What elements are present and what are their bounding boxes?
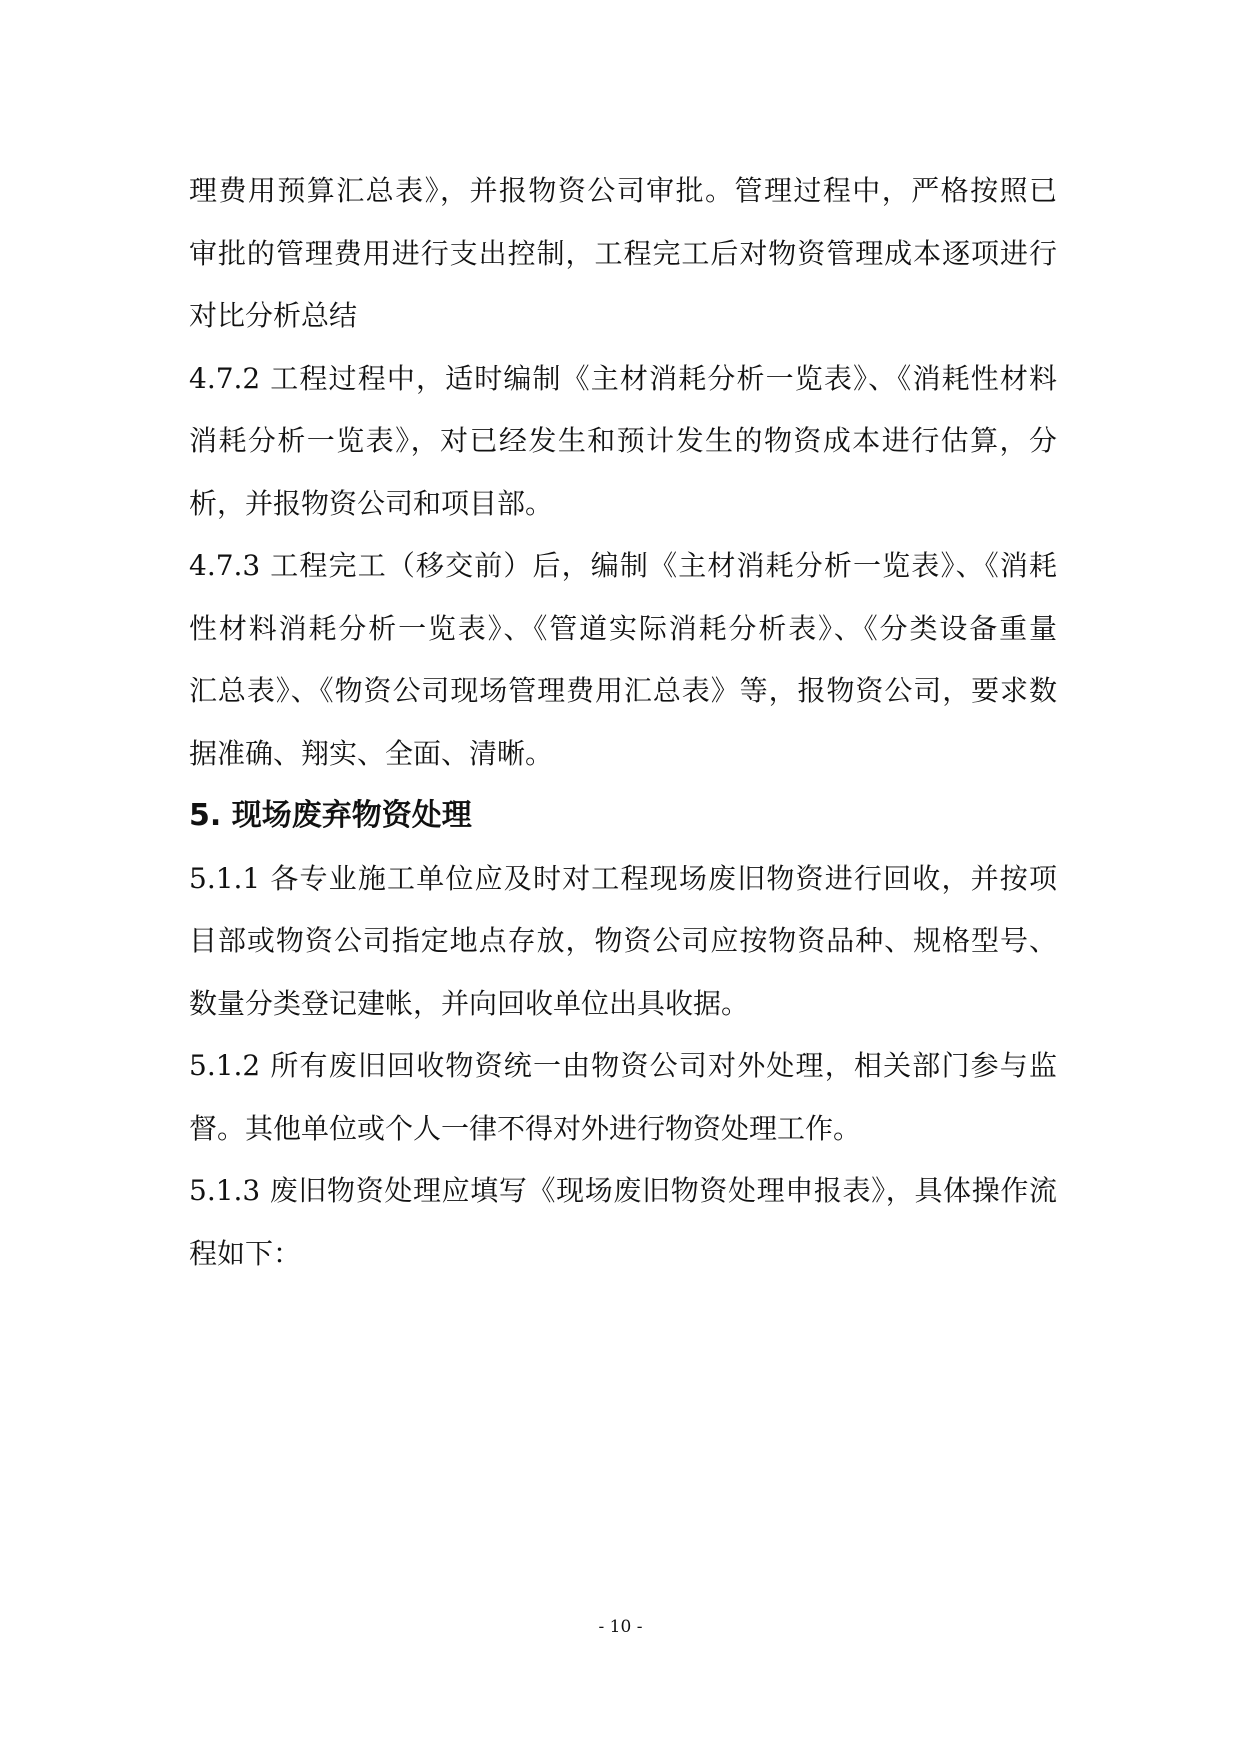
paragraph-line: 4.7.3 工程完工（移交前）后，编制《主材消耗分析一览表》、《消耗: [189, 549, 1057, 582]
paragraph-line: 性材料消耗分析一览表》、《管道实际消耗分析表》、《分类设备重量: [189, 611, 1057, 645]
paragraph-line: 对比分析总结: [189, 299, 358, 332]
paragraph-line: 数量分类登记建帐，并向回收单位出具收据。: [189, 986, 750, 1020]
page-number: - 10 -: [598, 1617, 643, 1637]
paragraph-line: 汇总表》、《物资公司现场管理费用汇总表》等，报物资公司，要求数: [189, 674, 1057, 707]
paragraph-line: 5.1.1 各专业施工单位应及时对工程现场废旧物资进行回收，并按项: [189, 861, 1057, 895]
paragraph-line: 5.1.2 所有废旧回收物资统一由物资公司对外处理，相关部门参与监: [189, 1049, 1057, 1082]
paragraph-line: 督。其他单位或个人一律不得对外进行物资处理工作。: [189, 1111, 862, 1145]
document-body: [189, 160, 1057, 1285]
paragraph-line: 目部或物资公司指定地点存放，物资公司应按物资品种、规格型号、: [189, 924, 1057, 957]
paragraph-line: 析，并报物资公司和项目部。: [189, 486, 554, 520]
section-heading: 5. 现场废弃物资处理: [189, 798, 472, 833]
paragraph-line: 审批的管理费用进行支出控制，工程完工后对物资管理成本逐项进行: [189, 236, 1057, 270]
paragraph-line: 理费用预算汇总表》，并报物资公司审批。管理过程中，严格按照已: [189, 174, 1057, 207]
paragraph-line: 4.7.2 工程过程中，适时编制《主材消耗分析一览表》、《消耗性材料: [189, 361, 1057, 395]
paragraph-line: 消耗分析一览表》，对已经发生和预计发生的物资成本进行估算，分: [189, 424, 1057, 457]
paragraph-line: 5.1.3 废旧物资处理应填写《现场废旧物资处理申报表》，具体操作流: [189, 1174, 1057, 1207]
paragraph-line: 程如下：: [189, 1236, 302, 1270]
paragraph-line: 据准确、翔实、全面、清晰。: [189, 736, 554, 770]
